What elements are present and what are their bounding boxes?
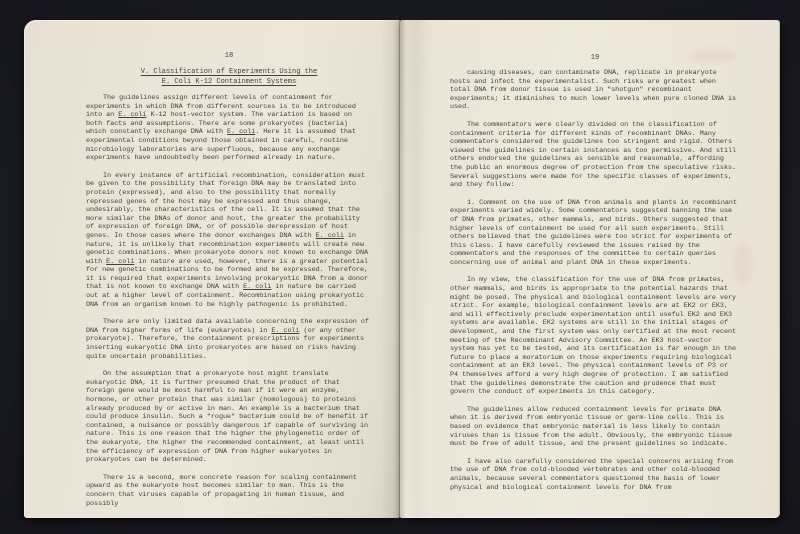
paragraph: The guidelines allow reduced containment levels for primate DNA when it is derived from embryonic tissue or germ-line cells. This is based on evidence that embryonic material is less likely to contain viruses than is tissue from the adult. Obviously, the embryonic tissue must be free of adult tissue, and the present guidelines so indicate. — [450, 405, 733, 449]
paragraph: In every instance of artificial recombination, consideration must be given to the possibility that foreign DNA may be translated into protein (expressed), and also to the possibility that normally repressed genes of the host may be expressed and thus change, undesirably, the characteristics of the cell. It is assumed that the more similar the DNAs of donor and host, the greater the probability of expression of foreign DNA, or of possible derepression of host genes. In those cases where the donor exchanges DNA with E. coli in nature, it is unlikely that recombination experiments will create new genetic combinations. When prokaryote donors not known to exchange DNA with E. coli in nature are used, however, there is a greater potential for new genetic combinations to be formed and be expressed. Therefore, it is required that experiments involving prokaryotic DNA from a donor that is not known to exchange DNA with E. coli in nature be carried out at a higher level of containment. Recombination using prokaryotic DNA from an organism known to be highly pathogenic is prohibited. — [86, 171, 369, 309]
paragraph: On the assumption that a prokaryote host might translate eukaryotic DNA, it is further presumed that the product of that foreign gene would be most harmful to man if it were an enzyme, hormone, or other protein that was similar (homologous) to proteins already produced by or active in man. An example is a bacterium that could produce insulin. Such a "rogue" bacterium could be of benefit if contained, a nuisance or possibly dangerous if capable of surviving in nature. This is one reason that the higher the phylogenetic order of the eukaryote, the higher the recommended containment, at least until the efficiency of expression of DNA from higher eukaryotes in prokaryotes can be determined. — [86, 370, 369, 465]
heading-line: V. Classification of Experiments Using the — [140, 68, 318, 76]
paragraph: In my view, the classification for the use of DNA from primates, other mammals, and birds is appropriate to the potential hazards that might be posed. The physical and biological containment levels are very strict. For example, biological containment levels are at EK2 or EK3, and will effectively preclude experimentation until useful EK2 and EK3 systems are available. EK2 systems are still in the initial stages of development, and the first system was only certified at the most recent meeting of the Recombinant Advisory Committee. An EK3 host-vector system has yet to be tested, and its certification is far enough in the future to place a moratorium on those experiments requiring biological containment at an EK3 level. The physical containment levels of P3 or P4 themselves afford a very high degree of protection. I am satisfied that the guidelines demonstrate the caution and prudence that must govern the conduct of experiments in this category. — [450, 276, 737, 397]
page-19 — [400, 20, 780, 518]
paragraph: There are only limited data available concerning the expression of DNA from higher forms of life (eukaryotes) in E. coli (or any other prokaryote). Therefore, the containment prescriptions for experiments inserting eukaryotic DNA into prokaryotes are based on risks having quite uncertain probabilities. — [86, 318, 369, 361]
paragraph: The guidelines assign different levels of containment for experiments in which DNA from different sources is to be introduced into an E. coli K-12 host-vector system. The variation is based on both facts and assumptions. There are some prokaryotes (bacteria) which constantly exchange DNA with E. coli. Here it is assumed that experimental conditions beyond those obtained in careful, routine microbiology laboratories are superfluous, because any exchange experiments have undoubtedly been performed already in nature. — [86, 94, 356, 163]
paragraph: 1. Comment on the use of DNA from animals and plants in recombinant experiments varied widely. Some commentators suggested banning the use of DNA from primates, other mammals, and birds. Others suggested that higher levels of containment be used for all such experiments. Still others believed that the guidelines were too strict for experiments of this class. I have carefully reviewed the issues raised by the commentators and the responses of the committee to certain queries concerning use of animal and plant DNA in these experiments. — [450, 198, 737, 267]
paragraph: I have also carefully considered the special concerns arising from the use of DNA from cold-blooded vertebrates and other cold-blooded animals, because several commentators questioned the basis of lower physical and biological containment levels for DNA from — [450, 457, 733, 492]
section-heading — [86, 67, 372, 87]
open-book — [24, 20, 780, 518]
heading-line: E. Coli K-12 Containment Systems — [161, 78, 297, 86]
page-18-column — [86, 52, 372, 517]
paragraph: causing diseases, can contaminate DNA, replicate in prokaryote hosts and infect the experimentalist. Such risks are greatest when total DNA from donor tissue is used in "shotgun" recombinant experiments; it diminishes to much lower levels when pure cloned DNA is used. — [450, 69, 737, 112]
page-number: 18 — [224, 52, 234, 60]
page-19-body — [450, 69, 740, 492]
page-19-column — [450, 54, 740, 501]
paragraph: The commentators were clearly divided on the classification of containment criteria for different kinds of recombinant DNAs. Many commentators considered the guidelines too stringent and rigid. Others viewed the guidelines in certain instances as too permissive. And still others endorsed the guidelines as sensible and reasonable, affording the public an enormous degree of protection from the speculative risks. Several suggestions were made for the specific classes of experiments, and they follow: — [450, 120, 737, 190]
page-18 — [24, 20, 400, 518]
page-18-body — [86, 94, 372, 508]
page-number: 19 — [590, 54, 600, 62]
paragraph: There is a second, more concrete reason for scaling containment upward as the eukaryote host becomes similar to man. This is the concern that viruses capable of propagating in human tissue, and possibly — [86, 473, 357, 508]
